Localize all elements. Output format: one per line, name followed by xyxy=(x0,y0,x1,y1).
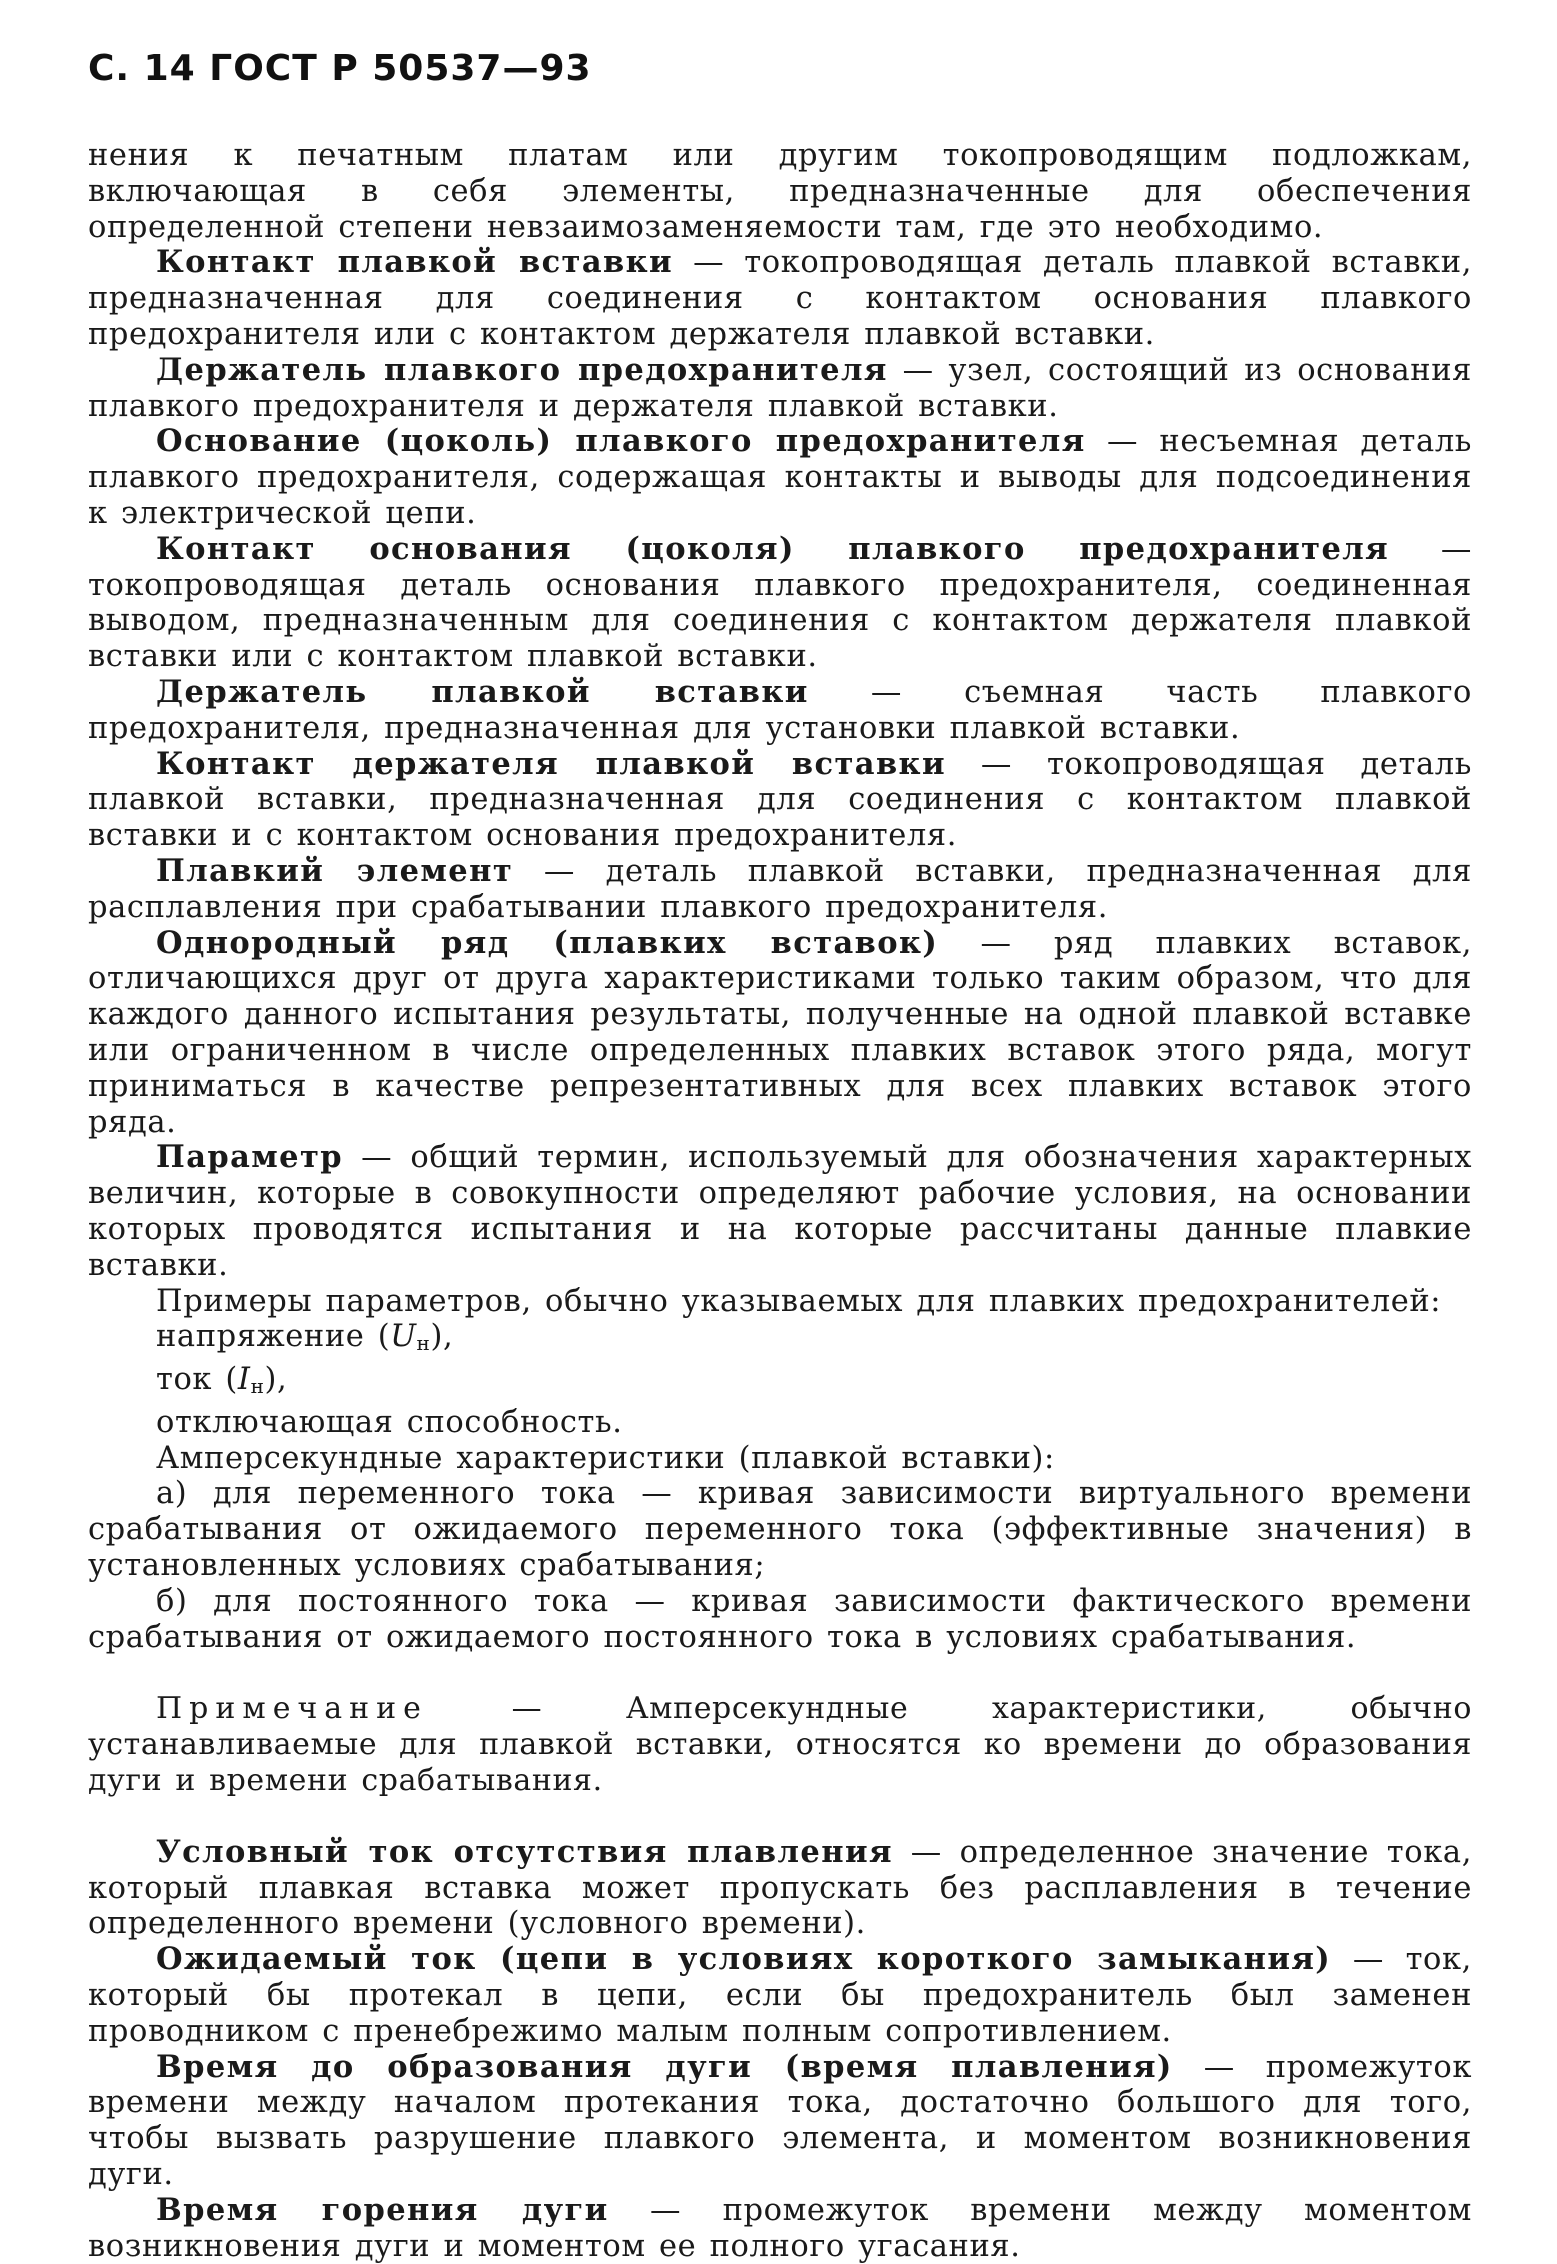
current-label: ток ( xyxy=(156,1362,238,1398)
note-paragraph xyxy=(88,1691,1472,1798)
definition-paragraph xyxy=(88,2193,1472,2264)
definition-paragraph xyxy=(88,532,1472,675)
definition-paragraph xyxy=(88,854,1472,926)
definition-paragraph xyxy=(88,2050,1472,2193)
definition-text: — узел, состоящий из основания плавкого предохранителя и держателя плавкой вставки. xyxy=(88,352,1472,424)
note-text: — Амперсекундные характеристики, обычно устанавливаемые для плавкой вставки, относятся ко времени до образования дуги и времени срабатывания. xyxy=(88,1691,1472,1799)
definition-paragraph xyxy=(88,245,1472,352)
page-header: С. 14 ГОСТ Р 50537—93 xyxy=(88,48,592,89)
definition-term: Держатель плавкой вставки xyxy=(156,673,809,710)
definition-text: — токопроводящая деталь основания плавкого предохранителя, соединенная выводом, предназначенным для соединения с контактом держателя плавкой вставки или с контактом плавкой вставки. xyxy=(88,531,1472,675)
definition-paragraph xyxy=(88,675,1472,747)
definition-paragraph xyxy=(88,353,1472,425)
definition-text: — несъемная деталь плавкого предохранителя, содержащая контакты и выводы для подсоединения к электрической цепи. xyxy=(88,424,1472,531)
definition-text: — съемная часть плавкого предохранителя, предназначенная для установки плавкой вставки. xyxy=(88,674,1473,746)
definition-term: Однородный ряд (плавких вставок) xyxy=(156,924,939,961)
ampere-second-title: Амперсекундные характеристики (плавкой вставки): xyxy=(156,1440,1055,1476)
voltage-symbol: U xyxy=(390,1319,417,1355)
example-breaking-capacity: отключающая способность. xyxy=(156,1404,623,1440)
definition-text: — ток, который бы протекал в цепи, если бы предохранитель был заменен проводником с пренебрежимо малым полным сопротивлением. xyxy=(88,1942,1472,2049)
definition-term: Время горения дуги xyxy=(156,2191,609,2228)
definition-term: Контакт основания (цоколя) плавкого предохранителя xyxy=(156,530,1390,567)
definition-term: Время до образования дуги (время плавления) xyxy=(156,2048,1173,2085)
definition-text: — ряд плавких вставок, отличающихся друг от друга характеристиками только таким образом, что для каждого данного испытания результаты, полученные на одной плавкой вставке или ограниченном в числе определенных плавких вставок этого ряда, могут приниматься в качестве репрезентативных для всех плавких вставок этого ряда. xyxy=(88,925,1472,1140)
ampere-second-item-a: а) для переменного тока — кривая зависимости виртуального времени срабатывания от ожидаемого переменного тока (эффективные значения) в установленных условиях срабатывания; xyxy=(88,1476,1472,1584)
definition-term: Контакт плавкой вставки xyxy=(156,244,674,281)
definition-text: — общий термин, используемый для обозначения характерных величин, которые в совокупности определяют рабочие условия, на основании которых проводятся испытания и на которые рассчитаны данные плавкие вставки. xyxy=(88,1140,1472,1283)
voltage-subscript: н xyxy=(416,1331,431,1356)
definition-paragraph xyxy=(88,424,1472,531)
example-current xyxy=(88,1362,1472,1405)
current-subscript: н xyxy=(250,1374,265,1399)
definition-text: — токопроводящая деталь плавкой вставки, предназначенная для соединения с контактом основания плавкого предохранителя или с контактом держателя плавкой вставки. xyxy=(88,245,1472,352)
definition-term: Параметр xyxy=(156,1139,343,1176)
definition-text: — деталь плавкой вставки, предназначенная для расплавления при срабатывании плавкого предохранителя. xyxy=(88,853,1472,925)
examples-intro: Примеры параметров, обычно указываемых для плавких предохранителей: xyxy=(156,1283,1442,1319)
voltage-label: напряжение ( xyxy=(156,1319,391,1355)
definition-text: — промежуток времени между началом протекания тока, достаточно большого для того, чтобы вызвать разрушение плавкого элемента, и моментом возникновения дуги. xyxy=(88,2049,1473,2193)
definition-text: — промежуток времени между моментом возникновения дуги и моментом ее полного угасания. xyxy=(88,2192,1472,2264)
definition-text: — определенное значение тока, который плавкая вставка может пропускать без расплавления в течение определенного времени (условного времени). xyxy=(88,1834,1472,1942)
definition-term: Контакт держателя плавкой вставки xyxy=(156,745,946,782)
definition-paragraph xyxy=(88,747,1472,854)
definition-term: Держатель плавкого предохранителя xyxy=(156,351,888,388)
current-symbol: I xyxy=(237,1362,251,1398)
intro-paragraph: нения к печатным платам или другим токопроводящим подложкам, включающая в себя элементы, предназначенные для обеспечения определенной степени невзаимозаменяемости там, где это необходимо. xyxy=(88,138,1472,245)
definition-term: Основание (цоколь) плавкого предохранителя xyxy=(156,423,1086,460)
note-label: Примечание xyxy=(156,1691,428,1727)
document-body xyxy=(88,138,1472,2264)
definition-text: — токопроводящая деталь плавкой вставки, предназначенная для соединения с контактом плавкой вставки и с контактом основания предохранителя. xyxy=(88,746,1472,854)
definition-paragraph xyxy=(88,1942,1472,2049)
definition-paragraph xyxy=(88,1835,1472,1942)
voltage-close: ), xyxy=(430,1319,454,1355)
example-voltage xyxy=(88,1319,1472,1362)
definition-term: Плавкий элемент xyxy=(156,852,514,889)
definition-paragraph xyxy=(88,1140,1472,1283)
definition-term: Ожидаемый ток (цепи в условиях короткого замыкания) xyxy=(156,1941,1332,1978)
current-close: ), xyxy=(264,1362,288,1398)
definition-term: Условный ток отсутствия плавления xyxy=(156,1833,893,1870)
definition-paragraph xyxy=(88,926,1472,1141)
ampere-second-item-b: б) для постоянного тока — кривая зависимости фактического времени срабатывания от ожидаемого постоянного тока в условиях срабатывания. xyxy=(88,1583,1472,1655)
